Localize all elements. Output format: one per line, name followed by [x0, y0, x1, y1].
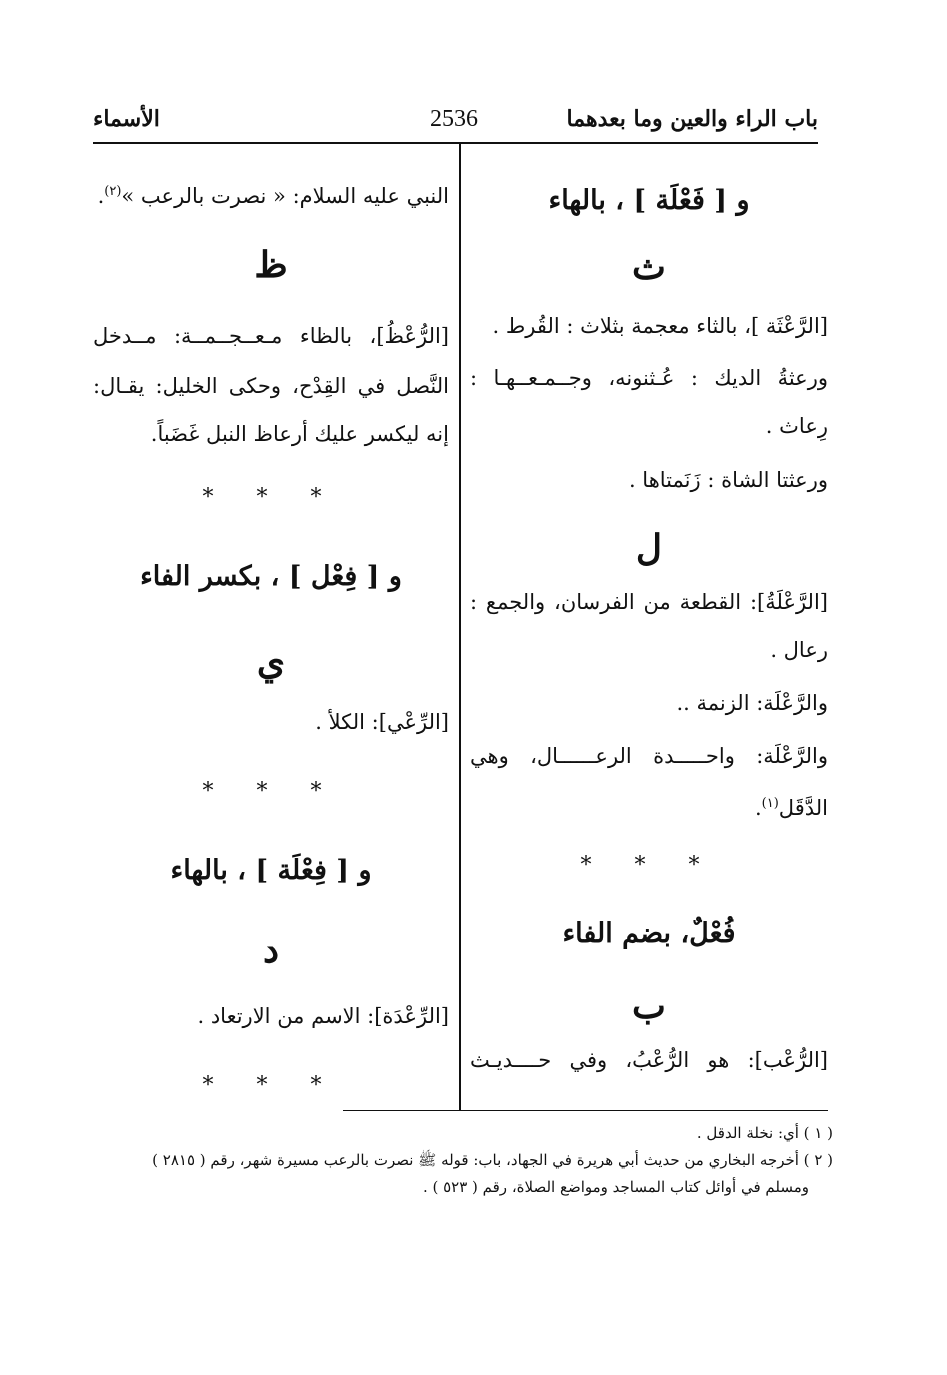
root-letter-ya: ي [256, 641, 286, 683]
entry-text: [الرُّعْب]: هو الرُّعْبُ، وفي حــــديـث [470, 1048, 828, 1072]
section-title: الأسماء [93, 106, 160, 132]
footnotes [93, 1120, 833, 1201]
footnote-2-continued: ومسلم في أوائل كتاب المساجد ومواضع الصلاة، رقم ( ٥٢٣ ) . [422, 1178, 809, 1196]
left-column [93, 143, 449, 1108]
entry-text: رعال . [770, 638, 828, 662]
entry-text: ورعثتا الشاة : زَنَمتاها . [628, 468, 828, 492]
pattern-heading: و [ فِعْل ] ، بكسر الفاء [140, 561, 402, 592]
entry-text: والرَّعْلَة: واحـــــدة الرعــــــال، وهي [470, 744, 828, 768]
chapter-title: باب الراء والعين وما بعدهما [566, 106, 818, 132]
footnote-marker: (١) [761, 796, 779, 811]
root-letter-dal: د [262, 929, 280, 971]
footnote-rule [343, 1110, 828, 1111]
entry-text: [الرِّعْدَة]: الاسم من الارتعاد . [197, 1004, 449, 1028]
pattern-heading: فُعْلٌ، بضم الفاء [562, 918, 736, 949]
root-letter-lam: ل [635, 527, 663, 569]
section-divider-stars: * * * [580, 853, 718, 878]
entry-text: [الرِّعْي]: الكلأ . [315, 710, 449, 734]
section-divider-stars: * * * [202, 1073, 340, 1098]
pattern-heading: و [ فَعْلَة ] ، بالهاء [548, 185, 750, 216]
entry-text: [الرَّعْثَة ]، بالثاء معجمة بثلاث : القُرط . [492, 314, 828, 338]
root-letter-ba: ب [632, 985, 666, 1027]
entry-text [470, 789, 828, 823]
entry-text: والرَّعْلَة: الزنمة .. [676, 691, 828, 715]
root-letter-tha: ث [632, 246, 666, 288]
footnote-1: ( ١ ) أي: نخلة الدقل . [696, 1124, 833, 1142]
section-divider-stars: * * * [202, 485, 340, 510]
entry-end: . [754, 796, 762, 820]
root-letter-za: ظ [254, 244, 288, 286]
right-column [470, 143, 828, 1108]
entry-text: النَّصل في القِدْح، وحكى الخليل: يقـال: [93, 374, 449, 398]
entry-text: إنه ليكسر عليك أرعاظ النبل غَضَباً. [150, 422, 449, 446]
column-divider [459, 143, 461, 1110]
entry-continuation [93, 177, 449, 211]
entry-text: [الرَّعْلَةُ]: القطعة من الفرسان، والجمع : [470, 590, 828, 614]
entry-text: ورعثةُ الديك : عُـثنونه، وجــمـعــهـا : [470, 366, 828, 390]
section-divider-stars: * * * [202, 779, 340, 804]
hadith-text: النبي عليه السلام: « نصرت بالرعب » [121, 184, 449, 208]
page-number: 2536 [430, 106, 478, 132]
pattern-heading: و [ فِعْلَة ] ، بالهاء [170, 855, 372, 886]
footnote-marker: (٢) [104, 184, 122, 199]
footnote-2: ( ٢ ) أخرجه البخاري من حديث أبي هريرة في الجهاد، باب: قوله ﷺ نصرت بالرعب مسيرة شهر، رقم ( ٢٨١٥ ) [152, 1151, 833, 1169]
entry-end: . [97, 184, 105, 208]
entry-text: رِعاث . [765, 414, 828, 438]
entry-text: [الرُّعْظُ]، بالظاء مـعــجــمــة: مــدخل [93, 324, 449, 348]
entry-word: الدَّقَل [778, 796, 828, 820]
page-header [93, 100, 818, 144]
